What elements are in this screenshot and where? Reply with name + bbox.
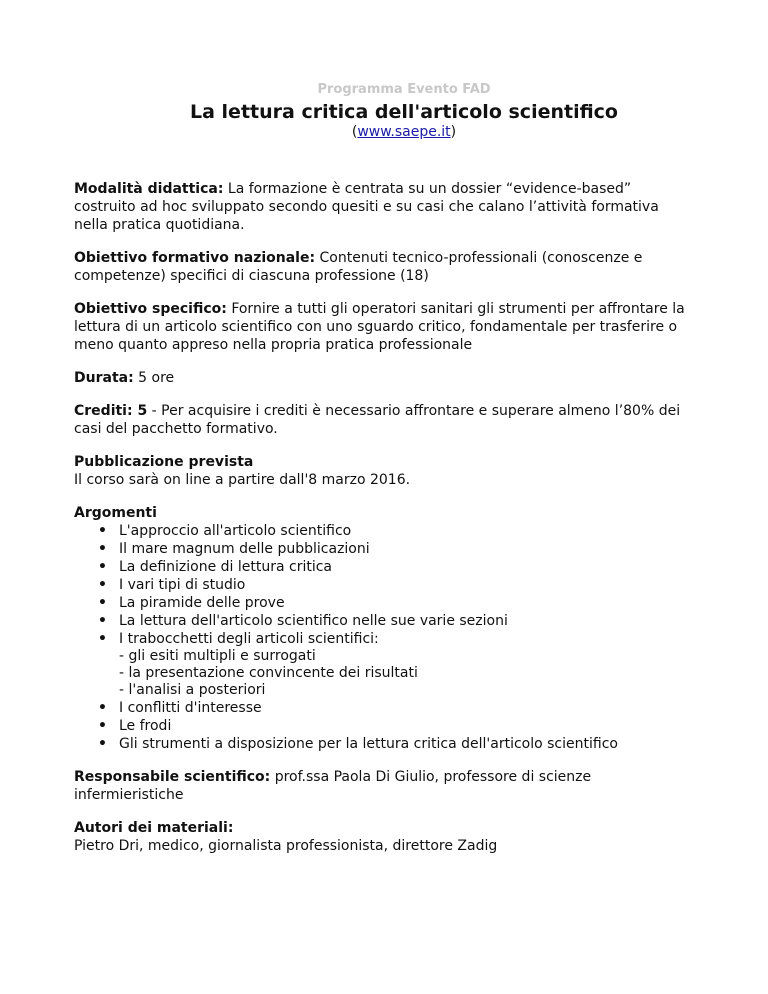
topic-text: La definizione di lettura critica (119, 559, 333, 575)
topics-list (74, 522, 694, 753)
topic-text: I trabocchetti degli articoli scientifici: (119, 631, 379, 647)
topic-text: La piramide delle prove (119, 595, 285, 611)
list-item (74, 735, 694, 753)
topic-text: Gli strumenti a disposizione per la lettura critica dell'articolo scientifico (119, 736, 618, 752)
site-link[interactable]: www.saepe.it (357, 124, 451, 140)
list-item (74, 717, 694, 735)
section-obiettivo-nazionale (74, 249, 694, 285)
topic-text: I vari tipi di studio (119, 577, 246, 593)
topic-text: I conflitti d'interesse (119, 700, 262, 716)
bullet-icon: • (98, 577, 107, 593)
bullet-icon: • (98, 700, 107, 716)
bullet-icon: • (98, 595, 107, 611)
site-prefix: ( (351, 124, 358, 140)
section-durata (74, 369, 694, 387)
event-kicker: Programma Evento FAD (317, 82, 491, 97)
pubblicazione-label: Pubblicazione prevista (74, 454, 254, 470)
bullet-icon: • (98, 631, 107, 647)
list-item (74, 594, 694, 612)
list-item (74, 630, 694, 699)
page-title: La lettura critica dell'articolo scientifico (190, 101, 618, 123)
topic-subitem: - la presentazione convincente dei risultati (119, 665, 418, 681)
section-modalita (74, 180, 694, 234)
crediti-text: - Per acquisire i crediti è necessario affrontare e superare almeno l’80% dei casi del pacchetto formativo. (74, 403, 681, 437)
list-item (74, 540, 694, 558)
topic-text: Il mare magnum delle pubblicazioni (119, 541, 370, 557)
responsabile-text: prof.ssa Paola Di Giulio, professore di scienze infermieristiche (74, 769, 592, 803)
section-argomenti (74, 504, 694, 753)
durata-text: 5 ore (138, 370, 175, 386)
site-suffix: ) (450, 124, 457, 140)
topic-text: L'approccio all'articolo scientifico (119, 523, 352, 539)
section-responsabile (74, 768, 694, 804)
obiettivo-specifico-text: Fornire a tutti gli operatori sanitari gli strumenti per affrontare la lettura di un articolo scientifico con uno sguardo critico, fondamentale per trasferire o meno quanto appreso nella propria pratica professionale (74, 301, 685, 353)
section-pubblicazione (74, 453, 694, 489)
obiettivo-nazionale-text: Contenuti tecnico-professionali (conoscenze e competenze) specifici di ciascuna professione (18) (74, 250, 643, 284)
list-item (74, 558, 694, 576)
autori-text: Pietro Dri, medico, giornalista professionista, direttore Zadig (74, 838, 498, 854)
pubblicazione-text: Il corso sarà on line a partire dall'8 marzo 2016. (74, 472, 411, 488)
document-header (114, 82, 694, 141)
modalita-text: La formazione è centrata su un dossier “evidence-based” costruito ad hoc sviluppato secondo quesiti e su casi che calano l’attività formativa nella pratica quotidiana. (74, 181, 659, 233)
topic-text: Le frodi (119, 718, 172, 734)
bullet-icon: • (98, 559, 107, 575)
obiettivo-specifico-label: Obiettivo specifico: (74, 301, 227, 317)
bullet-icon: • (98, 523, 107, 539)
responsabile-label: Responsabile scientifico: (74, 769, 271, 785)
argomenti-label: Argomenti (74, 505, 157, 521)
section-autori (74, 819, 694, 855)
list-item (74, 576, 694, 594)
crediti-label: Crediti: 5 (74, 403, 148, 419)
section-crediti (74, 402, 694, 438)
durata-label: Durata: (74, 370, 134, 386)
list-item (74, 699, 694, 717)
bullet-icon: • (98, 718, 107, 734)
document-page (74, 82, 694, 855)
list-item (74, 522, 694, 540)
modalita-label: Modalità didattica: (74, 181, 224, 197)
section-obiettivo-specifico (74, 300, 694, 354)
topic-subitem: - gli esiti multipli e surrogati (119, 648, 316, 664)
bullet-icon: • (98, 613, 107, 629)
list-item (74, 612, 694, 630)
topic-subitem: - l'analisi a posteriori (119, 682, 266, 698)
obiettivo-nazionale-label: Obiettivo formativo nazionale: (74, 250, 316, 266)
site-reference (114, 124, 694, 141)
bullet-icon: • (98, 541, 107, 557)
bullet-icon: • (98, 736, 107, 752)
topic-text: La lettura dell'articolo scientifico nelle sue varie sezioni (119, 613, 508, 629)
autori-label: Autori dei materiali: (74, 820, 234, 836)
